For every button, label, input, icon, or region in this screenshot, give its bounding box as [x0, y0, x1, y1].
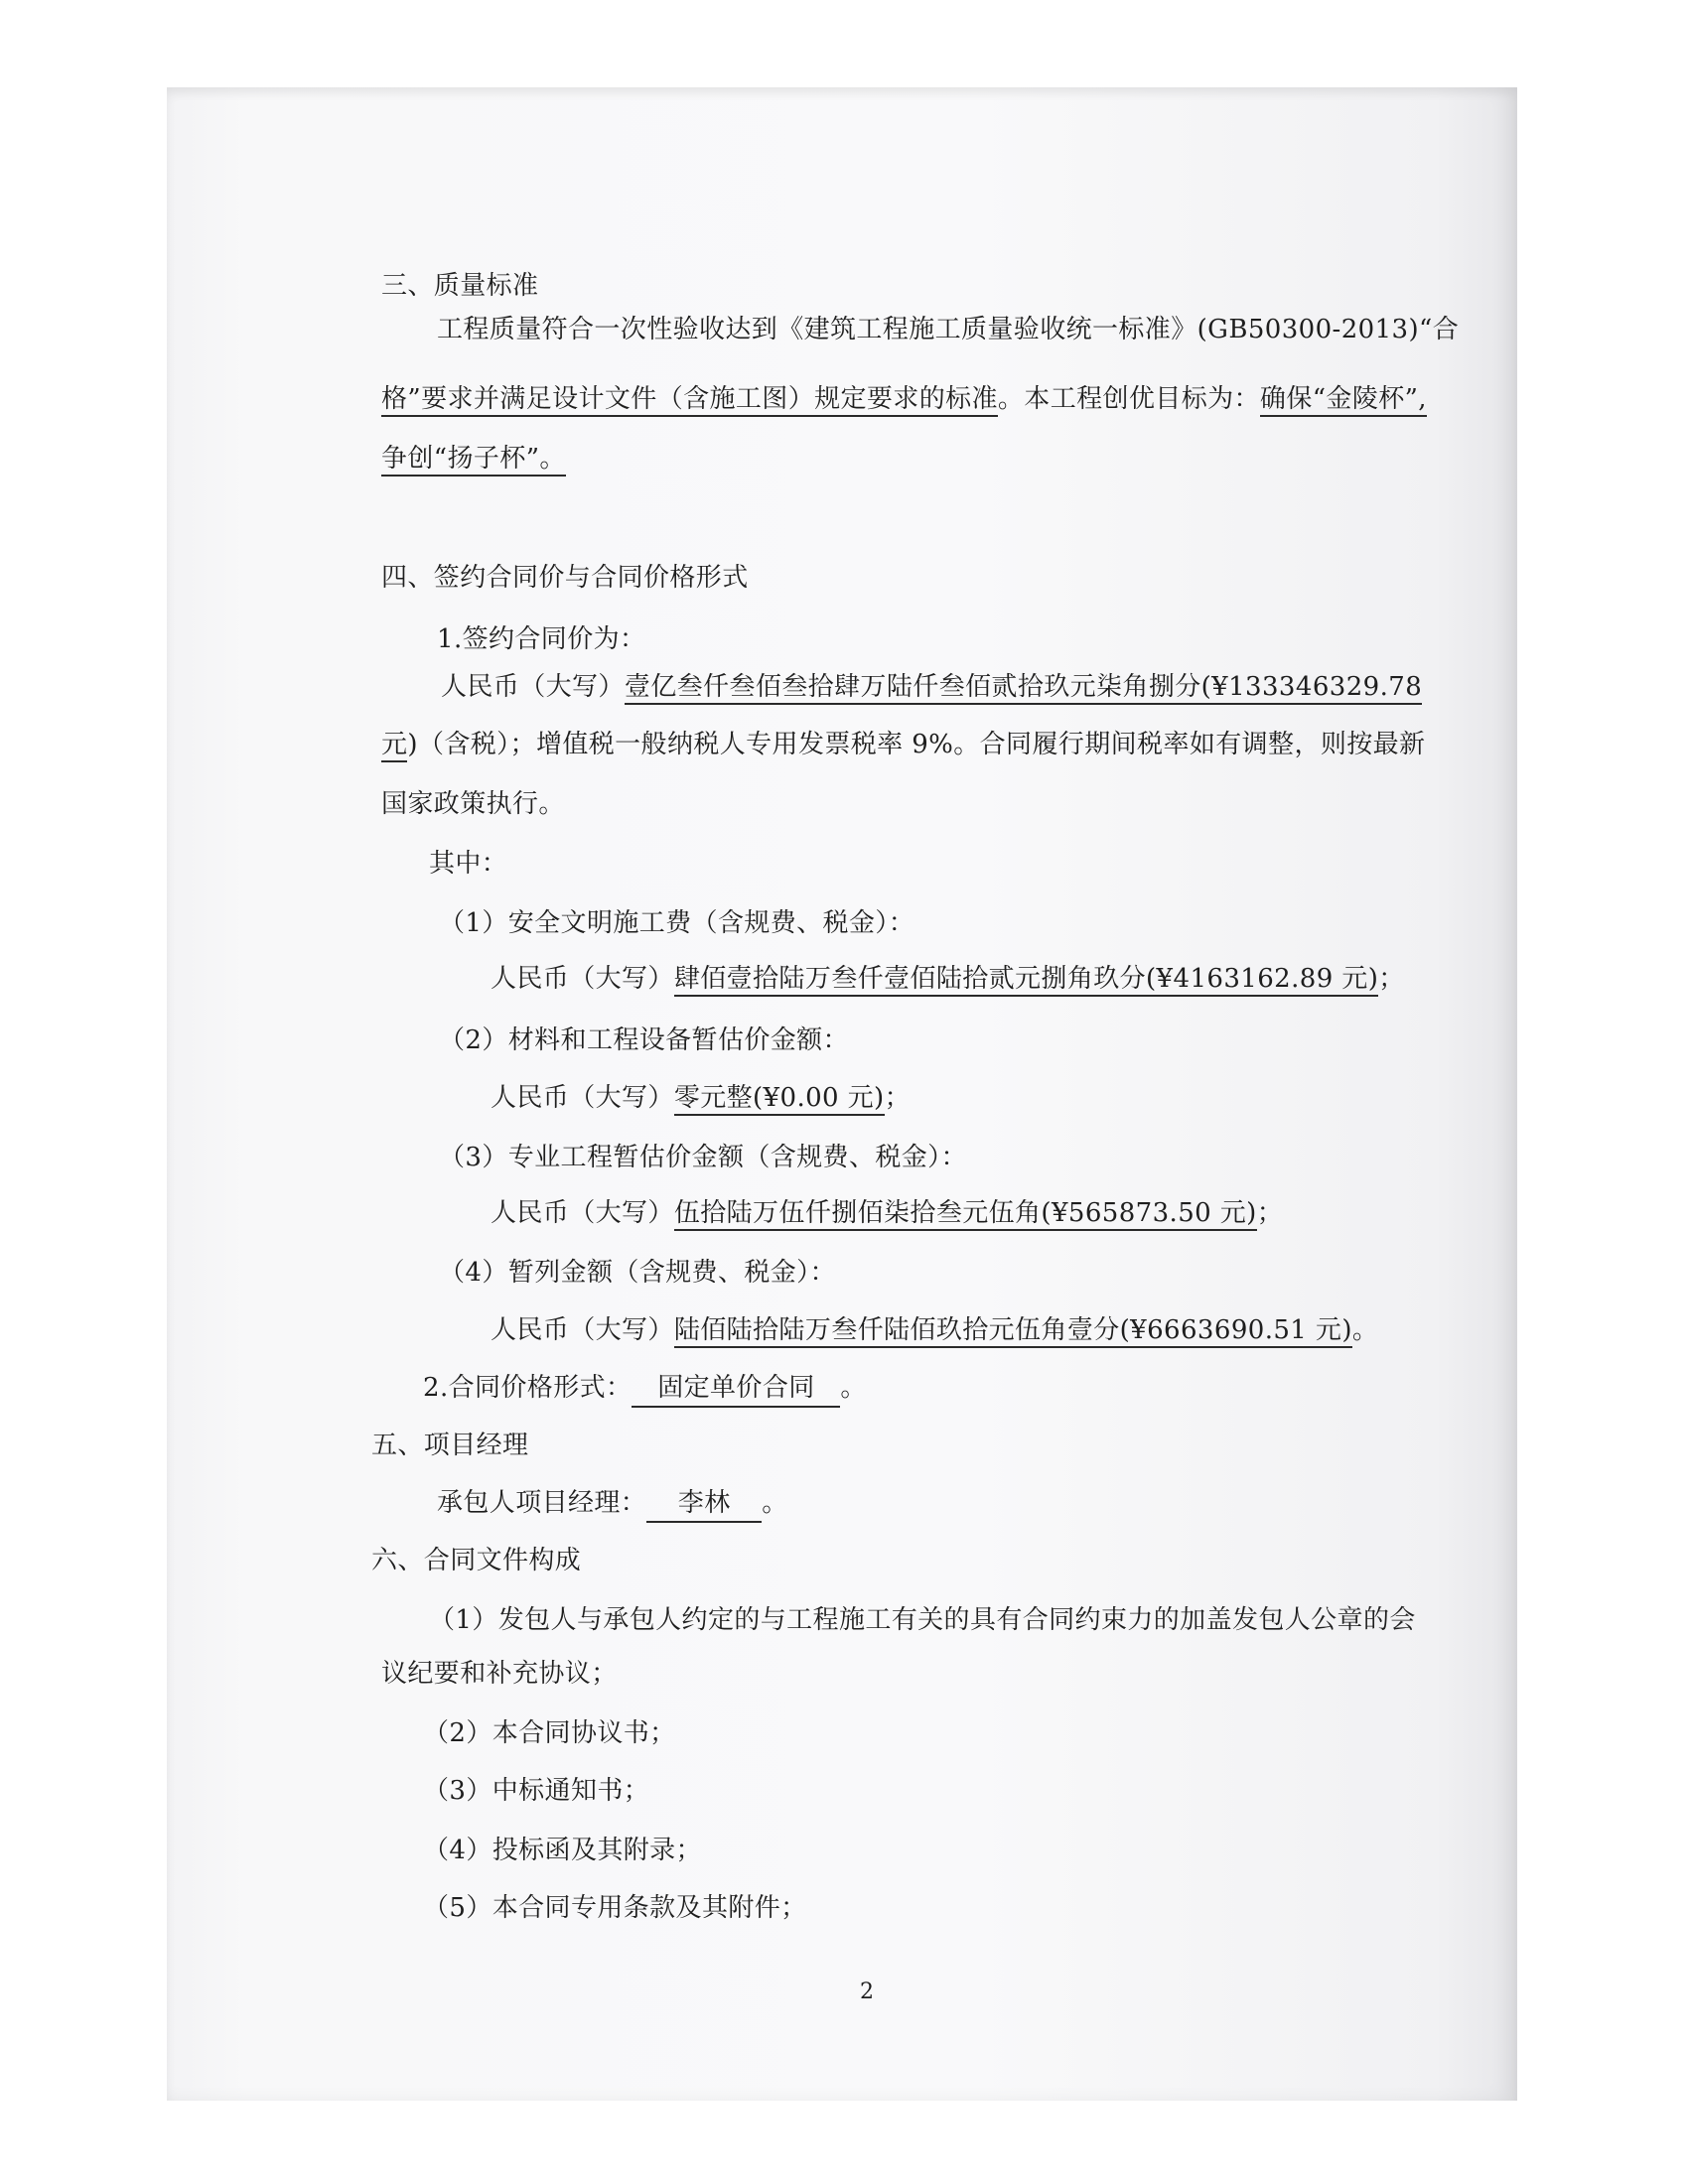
section-5-heading: 五、项目经理: [371, 1431, 529, 1460]
section-3-heading: 三、质量标准: [381, 271, 539, 301]
currency-prefix: 人民币（大写）: [491, 1198, 674, 1228]
currency-prefix: 人民币（大写）: [441, 672, 625, 702]
sub-item-1-number: (¥4163162.89 元): [1146, 964, 1378, 997]
contract-price-item-1: 1.签约合同价为：: [437, 624, 646, 654]
tax-rate-text: )（含税）；增值税一般纳税人专用发票税率 9%。合同履行期间税率如有调整，则按最新: [407, 730, 1426, 759]
total-amount-unit: 元: [381, 730, 407, 762]
quality-standard-line-2: [381, 381, 1427, 417]
page-number: 2: [860, 1979, 874, 2004]
contract-price-form-line: [423, 1370, 867, 1408]
sub-item-4-words: 陆佰陆拾陆万叁仟陆佰玖拾元伍角壹分: [674, 1315, 1120, 1348]
tax-line: [381, 727, 1425, 762]
punctuation: ；: [884, 1083, 912, 1113]
sub-item-1-amount: [491, 961, 1405, 997]
total-amount-words: 壹亿叁仟叁佰叁拾肆万陆仟叁佰贰拾玖元柒角捌分: [625, 672, 1201, 705]
contract-doc-4: （4）投标函及其附录；: [423, 1836, 702, 1865]
sub-item-4-number: (¥6663690.51 元): [1120, 1315, 1352, 1348]
sub-item-3-label: （3）专业工程暂估价金额（含规费、税金）：: [439, 1143, 967, 1172]
punctuation: 。: [762, 1488, 788, 1518]
project-manager-line: [437, 1485, 788, 1523]
price-form-label: 2.合同价格形式：: [423, 1373, 633, 1403]
award-goal-jinling: 确保“金陵杯”,: [1260, 384, 1427, 417]
section-4-heading: 四、签约合同价与合同价格形式: [381, 563, 749, 593]
sub-item-2-amount: [491, 1080, 911, 1116]
sub-item-2-label: （2）材料和工程设备暂估价金额：: [439, 1025, 849, 1055]
punctuation: 。: [840, 1373, 867, 1403]
pm-label: 承包人项目经理：: [437, 1488, 647, 1518]
quality-goal-text: 。本工程创优目标为：: [997, 384, 1260, 414]
sub-item-3-number: (¥565873.50 元): [1041, 1198, 1256, 1231]
contract-doc-1-line-2: 议纪要和补充协议；: [381, 1659, 618, 1689]
tax-line-2: 国家政策执行。: [381, 789, 565, 819]
contract-doc-2: （2）本合同协议书；: [423, 1718, 676, 1748]
sub-item-1-words: 肆佰壹拾陆万叁仟壹佰陆拾贰元捌角玖分: [674, 964, 1146, 997]
among-label: 其中：: [429, 849, 508, 879]
quality-requirement-underlined: 格”要求并满足设计文件（含施工图）规定要求的标准: [381, 384, 998, 417]
pm-name: 李林: [646, 1485, 762, 1523]
sub-item-1-label: （1）安全文明施工费（含规费、税金）：: [439, 908, 915, 938]
punctuation: 。: [1351, 1315, 1379, 1345]
contract-price-total-line: [441, 669, 1422, 705]
currency-prefix: 人民币（大写）: [491, 964, 674, 994]
punctuation: ；: [1256, 1198, 1284, 1228]
sub-item-3-amount: [491, 1195, 1283, 1231]
award-goal-yangzi: 争创“扬子杯”。: [381, 444, 566, 477]
total-amount-number: (¥133346329.78: [1201, 672, 1423, 705]
sub-item-2-words: 零元整: [674, 1083, 753, 1116]
quality-standard-line-3: [381, 441, 566, 477]
sub-item-3-words: 伍拾陆万伍仟捌佰柒拾叁元伍角: [674, 1198, 1042, 1231]
contract-doc-5: （5）本合同专用条款及其附件；: [423, 1893, 807, 1923]
quality-standard-line-1: 工程质量符合一次性验收达到《建筑工程施工质量验收统一标准》(GB50300-2013)“合: [437, 315, 1460, 344]
price-form-value: 固定单价合同: [632, 1370, 840, 1408]
punctuation: ；: [1378, 964, 1405, 994]
currency-prefix: 人民币（大写）: [491, 1315, 674, 1345]
sub-item-4-label: （4）暂列金额（含规费、税金）：: [439, 1258, 836, 1288]
contract-doc-3: （3）中标通知书；: [423, 1776, 650, 1806]
sub-item-4-amount: [491, 1312, 1378, 1348]
section-6-heading: 六、合同文件构成: [371, 1546, 582, 1575]
sub-item-2-number: (¥0.00 元): [753, 1083, 885, 1116]
contract-doc-1-line-1: （1）发包人与承包人约定的与工程施工有关的具有合同约束力的加盖发包人公章的会: [429, 1605, 1416, 1635]
currency-prefix: 人民币（大写）: [491, 1083, 674, 1113]
